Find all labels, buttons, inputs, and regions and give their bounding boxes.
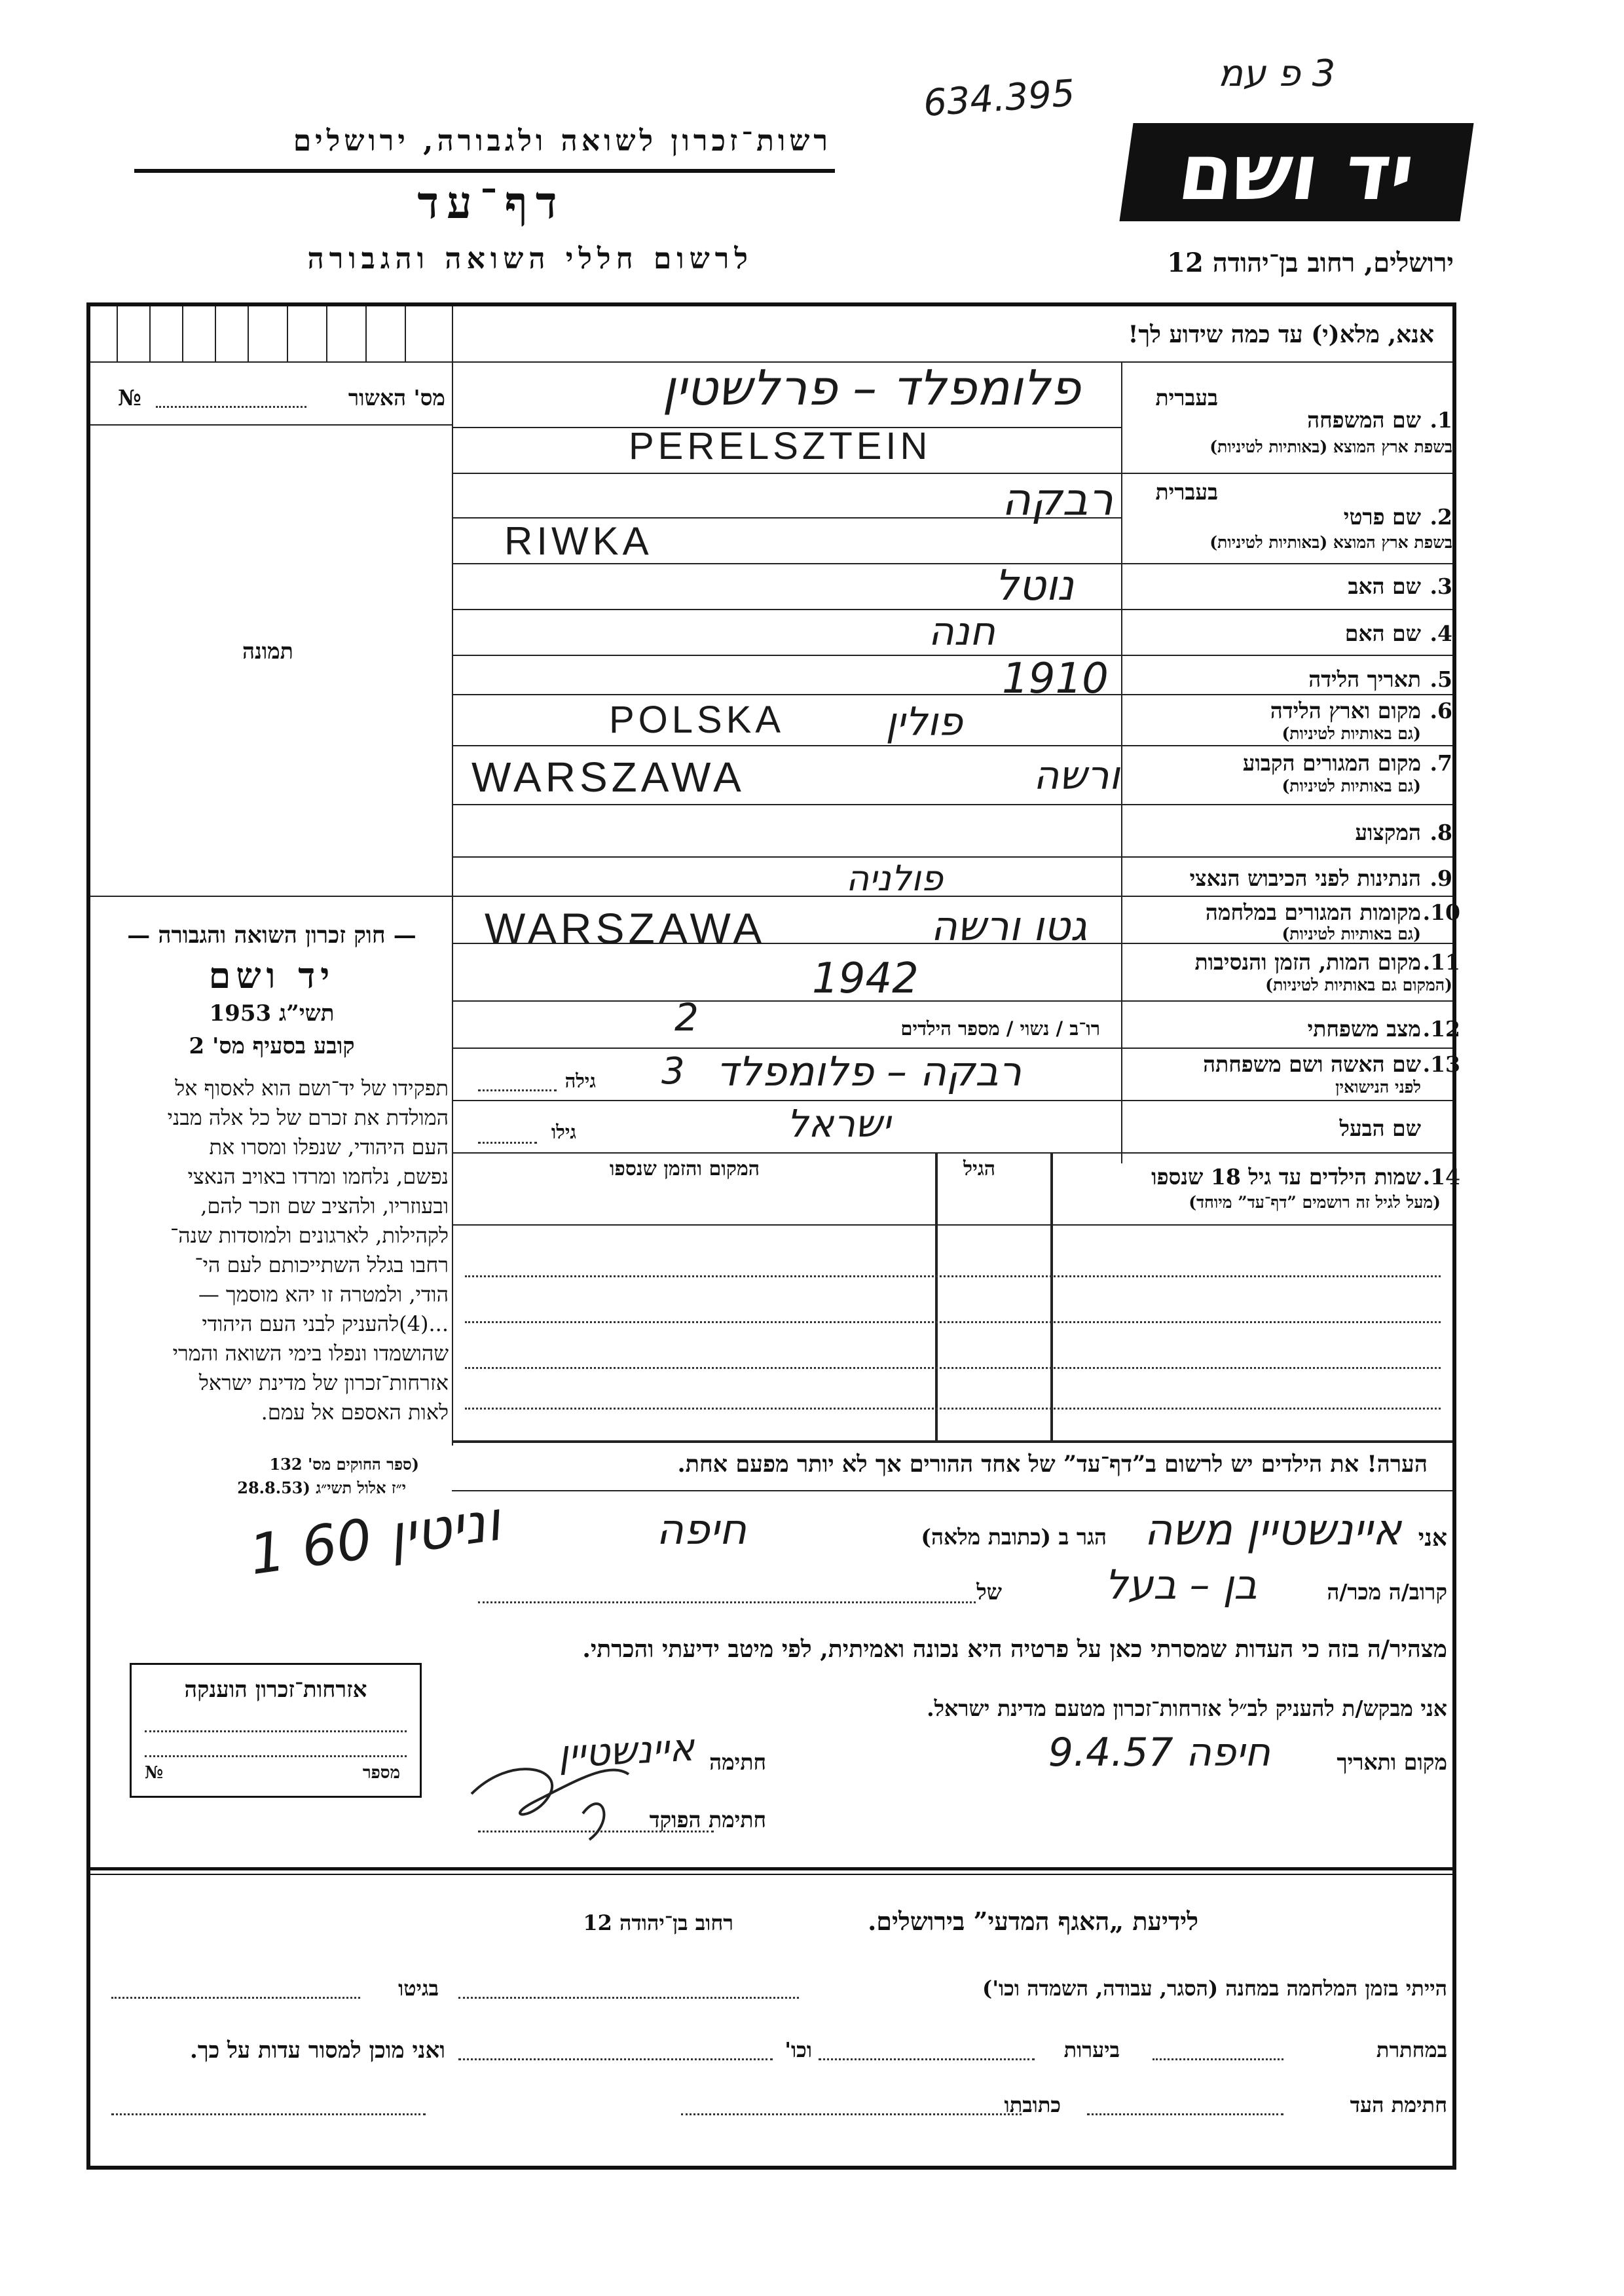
- footer-line-1-dots: [458, 1997, 799, 1999]
- law-text-line: העם היהודי, שנפלו ומסרו את: [209, 1135, 449, 1159]
- field-1-sub: בשפת ארץ המוצא (באותיות לטיניות): [1209, 437, 1452, 456]
- children-col-divider: [1050, 1152, 1053, 1440]
- law-text-line: שהושמדו ונפלו בימי השואה והמרי: [172, 1341, 449, 1366]
- law-clause: קובע בסעיף מס' 2: [189, 1033, 355, 1059]
- request: אני מבקש/ת להעניק לב״ל אזרחות־זכרון מטעם מדינת ישראל.: [927, 1696, 1447, 1721]
- witness-address-dots-2: [111, 2113, 426, 2115]
- death-year-value: 1942: [812, 955, 919, 1003]
- law-text-line: ...(4)להעניק לבני העם היהודי: [202, 1311, 449, 1336]
- note-bottom-border: [452, 1490, 1452, 1491]
- children-header-border: [452, 1224, 1452, 1226]
- field-6-number: 6.: [1430, 698, 1452, 723]
- yad-vashem-logo: [1119, 123, 1473, 221]
- fill-instruction: אנא, מלא(י) עד כמה שידוע לך!: [1128, 321, 1434, 348]
- logo-text: יד ושם: [1173, 127, 1420, 217]
- underground-dots: [1153, 2058, 1283, 2060]
- children-count-value: 2: [674, 995, 699, 1040]
- field-12-label: מצב משפחתי: [1307, 1016, 1421, 1042]
- photo-bottom-border: [90, 896, 452, 897]
- wife-age-value: 3: [661, 1050, 685, 1093]
- field-9-label: הנתינות לפני הכיבוש הנאצי: [1189, 866, 1421, 891]
- note-text: הערה! את הילדים יש לרשום ב”דף־עד” של אחד ההורים אך לא יותר מפעם אחת.: [677, 1451, 1428, 1478]
- nationality-value: פולניה: [845, 858, 943, 899]
- row-line: [452, 856, 1452, 858]
- place-date-label: מקום ותאריך: [1337, 1749, 1447, 1775]
- field-5-number: 5.: [1430, 666, 1452, 692]
- hebrew-label: בעברית: [1155, 479, 1218, 505]
- field-2-label: שם פרטי: [1343, 504, 1421, 530]
- residence-hebrew-value: ורשה: [1033, 753, 1120, 799]
- approval-dots: [156, 406, 306, 408]
- given-hebrew-value: רבקה: [1001, 474, 1113, 526]
- form-subtitle: לרשום חללי השואה והגבורה: [307, 242, 753, 276]
- field-14-label: שמות הילדים עד גיל 18 שנספו: [1151, 1164, 1421, 1190]
- law-text-line: הודי, ולמטרה זו יהא מוסמך —: [198, 1282, 449, 1307]
- row-line: [452, 655, 1452, 656]
- law-text-line: תפקידו של יד־ושם הוא לאסוף אל: [175, 1076, 449, 1101]
- children-row-dots: [465, 1321, 1441, 1323]
- citizenship-no: №: [145, 1763, 164, 1783]
- given-latin-value: RIWKA: [504, 519, 653, 563]
- forests-dots: [819, 2058, 1035, 2060]
- residence-latin-value: WARSZAWA: [471, 754, 745, 801]
- field-7-sub: (גם באותיות לטיניות): [1282, 776, 1421, 795]
- org-name: רשות־זכרון לשואה ולגבורה, ירושלים: [293, 124, 832, 158]
- field-10-label: מקומות המגורים במלחמה: [1205, 900, 1421, 925]
- footer-divider-2: [90, 1874, 1452, 1875]
- approval-row-border: [90, 424, 452, 426]
- surname-latin-value: PERELSZTEIN: [629, 425, 932, 467]
- underground-label: במחתרת: [1376, 2037, 1447, 2062]
- field-13-number: 13.: [1422, 1051, 1460, 1077]
- resides-label: הגר ב (כתובת מלאה): [921, 1524, 1107, 1550]
- surname-hebrew-value: פלומפלד – פרלשטין: [662, 360, 1080, 416]
- field-11-number: 11.: [1422, 949, 1460, 975]
- wife-age-label: גילה: [564, 1070, 596, 1092]
- field-2-number: 2.: [1430, 504, 1452, 530]
- witness-signature-label: חתימת העד: [1350, 2092, 1447, 2117]
- field-5-label: תאריך הלידה: [1308, 666, 1421, 692]
- field-12-number: 12.: [1422, 1016, 1460, 1042]
- citizenship-dots-2: [145, 1755, 407, 1757]
- statement: מצהיר/ה בזה כי העדות שמסרתי כאן על פרטיה היא נכונה ואמיתית, לפי מיטב ידיעתי והכרתי.: [582, 1635, 1447, 1663]
- field-6-label: מקום וארץ הלידה: [1270, 698, 1421, 723]
- law-name: יד ושם: [208, 955, 335, 996]
- row-line: [452, 1100, 1452, 1101]
- ghetto-label: בגיטו: [398, 1976, 439, 2001]
- birth-place-hebrew-value: פולין: [885, 699, 963, 745]
- children-place-header: המקום והזמן שנספו: [609, 1157, 760, 1180]
- law-text: [95, 1074, 449, 1427]
- signature-label: חתימה: [709, 1749, 766, 1775]
- husband-name-value: ישראל: [786, 1101, 891, 1146]
- father-value: נוטל: [995, 562, 1074, 610]
- row-line: [452, 1000, 1452, 1002]
- law-reference-2: י״ז אלול תשי״ג (28.8.53: [237, 1478, 406, 1497]
- citizenship-dots-1: [145, 1730, 407, 1732]
- stamp-id: 1 וניטין 60: [246, 1488, 505, 1588]
- field-10-sub: (גם באותיות לטיניות): [1282, 924, 1421, 943]
- children-col-divider: [935, 1152, 938, 1440]
- of-label: של: [976, 1579, 1002, 1605]
- law-text-line: לאות האספם אל עמם.: [261, 1400, 449, 1425]
- form-title: דף־עד: [417, 177, 565, 229]
- field-14-number: 14.: [1422, 1164, 1460, 1190]
- citizenship-title: אזרחות־זכרון הוענקה: [184, 1677, 367, 1703]
- row-line: [452, 473, 1452, 474]
- war-place-latin-value: WARSZAWA: [485, 904, 766, 953]
- footer-line-1: הייתי בזמן המלחמה במחנה (הסגר, עבודה, השמדה וכו'): [982, 1976, 1447, 2001]
- etc-dots: [458, 2058, 773, 2060]
- war-place-hebrew-value: גטו ורשה: [931, 902, 1087, 950]
- citizenship-box: [130, 1663, 422, 1798]
- field-14-sub: (מעל לגיל זה רושמים ”דף־עד” מיוחד): [1189, 1193, 1441, 1212]
- footer-title: לידיעת „האגף המדעי” בירושלים.: [868, 1906, 1198, 1936]
- forests-label: ביערות: [1063, 2037, 1120, 2062]
- field-9-number: 9.: [1430, 866, 1452, 891]
- signature-value: איינשטיין: [556, 1724, 695, 1777]
- note-top-border: [452, 1440, 1452, 1443]
- husband-age-dots: [478, 1142, 537, 1144]
- wife-name-value: רבקה – פלומפלד: [716, 1048, 1022, 1095]
- of-dots: [478, 1601, 976, 1603]
- row-line: [452, 745, 1452, 746]
- citizenship-number-label: מספר: [362, 1763, 400, 1783]
- declaration-i: אני: [1418, 1524, 1447, 1552]
- witness-address-label: כתובתו: [1004, 2092, 1061, 2117]
- law-reference-1: (ספר החוקים מס' 132: [269, 1455, 419, 1474]
- hebrew-label: בעברית: [1155, 385, 1218, 410]
- birth-date-value: 1910: [1002, 655, 1109, 703]
- field-4-number: 4.: [1430, 621, 1452, 646]
- footer-address: רחוב בן־יהודה 12: [583, 1910, 733, 1935]
- field-2-sub: בשפת ארץ המוצא (באותיות לטיניות): [1209, 533, 1452, 552]
- row-line: [452, 896, 1452, 897]
- field-13-label: שם האשה ושם משפחתה: [1203, 1051, 1421, 1077]
- signature-scribble: [458, 1715, 655, 1846]
- place-date-value: חיפה 9.4.57: [1048, 1730, 1270, 1776]
- row-line: [452, 804, 1452, 805]
- code-boxes: [90, 306, 452, 361]
- field-13-sub: לפני הנישואין: [1335, 1078, 1421, 1097]
- field-7-number: 7.: [1430, 750, 1452, 776]
- field-1-label: שם המשפחה: [1307, 407, 1421, 433]
- witness-address-dots: [681, 2113, 1022, 2115]
- relative-label: קרוב/ה מכר/ה: [1327, 1579, 1447, 1605]
- corner-note: 3 פ עמ: [1218, 52, 1336, 95]
- field-11-label: מקום המות, הזמן והנסיבות: [1194, 949, 1421, 975]
- children-row-dots: [465, 1408, 1441, 1410]
- declarant-address: חיפה: [656, 1506, 747, 1554]
- field-3-label: שם האב: [1348, 574, 1421, 599]
- field-7-label: מקום המגורים הקבוע: [1242, 750, 1421, 776]
- row-line: [452, 1152, 1452, 1154]
- approval-label: מס' האשור: [348, 385, 445, 410]
- field-6-sub: (גם באותיות לטיניות): [1282, 724, 1421, 743]
- children-row-dots: [465, 1275, 1441, 1277]
- approval-no: №: [118, 385, 141, 410]
- law-text-line: המולדת את זכרם של כל אלה מבני: [167, 1105, 449, 1130]
- relation-value: בן – בעל: [1104, 1561, 1257, 1609]
- ready-text: ואני מוכן למסור עדות על כך.: [190, 2037, 445, 2064]
- children-age-header: הגיל: [963, 1157, 995, 1180]
- left-column-divider: [452, 306, 453, 1446]
- field-3-number: 3.: [1430, 574, 1452, 599]
- label-column-divider: [1121, 361, 1122, 1163]
- marital-options: רו־ב / נשוי / מספר הילדים: [900, 1017, 1100, 1040]
- law-year: תשי”ג 1953: [209, 1000, 335, 1027]
- field-8-label: המקצוע: [1355, 820, 1421, 845]
- ghetto-dots: [111, 1997, 360, 1999]
- officer-signature-label: חתימת הפוקד: [649, 1807, 766, 1832]
- law-text-line: נפשם, נלחמו ומרדו באויב הנאצי: [187, 1164, 449, 1189]
- husband-label: שם הבעל: [1339, 1116, 1421, 1141]
- declarant-name: איינשטיין משה: [1144, 1504, 1401, 1555]
- law-text-line: ובעוזריו, ולהציב שם וזכר להם,: [200, 1194, 449, 1218]
- field-10-number: 10.: [1422, 900, 1460, 925]
- wife-age-dots: [478, 1089, 557, 1091]
- mother-value: חנה: [928, 609, 995, 655]
- law-text-line: אזרחות־זכרון של מדינת ישראל: [198, 1370, 449, 1395]
- field-11-sub: (המקום גם באותיות לטיניות): [1265, 975, 1452, 994]
- husband-age-label: גילו: [551, 1121, 576, 1143]
- witness-signature-dots: [1087, 2113, 1283, 2115]
- row-line: [452, 694, 1452, 695]
- field-4-label: שם האם: [1344, 621, 1421, 646]
- etc-label: וכו': [784, 2037, 812, 2062]
- org-underline: [134, 169, 835, 173]
- law-title: — חוק זכרון השואה והגבורה —: [127, 922, 416, 949]
- children-row-dots: [465, 1367, 1441, 1369]
- law-text-line: רחבו בגלל השתייכותם לעם הי־: [194, 1252, 449, 1277]
- field-1-number: 1.: [1430, 407, 1452, 433]
- footer-divider: [90, 1867, 1452, 1870]
- field-8-number: 8.: [1430, 820, 1452, 845]
- reference-number: 634.395: [922, 72, 1077, 125]
- address: ירושלים, רחוב בן־יהודה 12: [1167, 247, 1454, 278]
- photo-label: תמונה: [242, 638, 293, 664]
- birth-place-latin-value: POLSKA: [609, 699, 785, 741]
- law-text-line: לקהילות, לארגונים ולמוסדות שנה־: [170, 1223, 449, 1248]
